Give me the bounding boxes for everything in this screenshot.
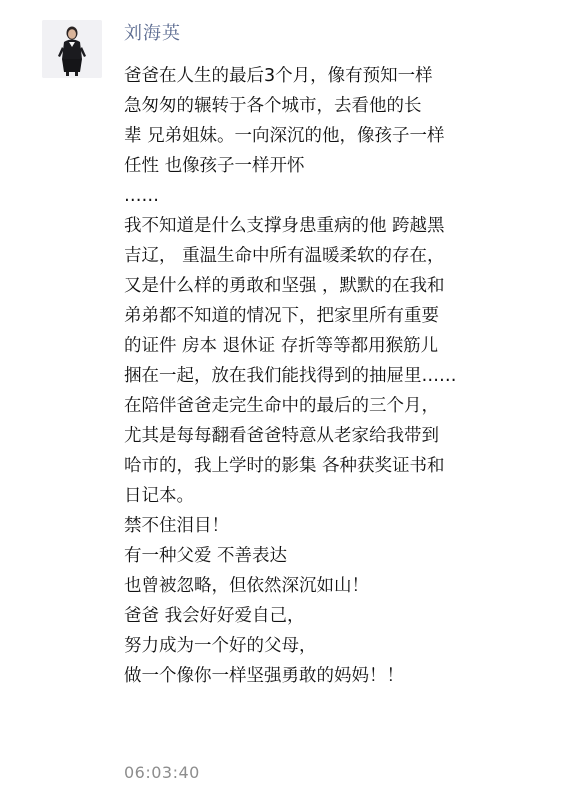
- content-line: 辈 兄弟姐妹。一向深沉的他，像孩子一样: [124, 126, 445, 146]
- content-line: 有一种父爱 不善表达: [124, 546, 288, 566]
- content-line: 捆在一起，放在我们能找得到的抽屉里……: [124, 366, 457, 386]
- content-line: 爸爸在人生的最后3个月，像有预知一样: [124, 66, 433, 86]
- content-line: 禁不住泪目！: [124, 516, 229, 536]
- content-line: 弟弟都不知道的情况下，把家里所有重要: [124, 306, 439, 326]
- content-line: 吉辽， 重温生命中所有温暖柔软的存在，: [124, 246, 445, 266]
- content-line: 在陪伴爸爸走完生命中的最后的三个月，: [124, 396, 439, 416]
- content-line: 哈市的，我上学时的影集 各种获奖证书和: [124, 456, 445, 476]
- post-timestamp: 06:03:40: [124, 763, 200, 782]
- content-line: 又是什么样的勇敢和坚强 ，默默的在我和: [124, 276, 445, 296]
- content-line: 努力成为一个好的父母，: [124, 636, 317, 656]
- profile-photo-icon: [42, 20, 102, 78]
- content-line: 任性 也像孩子一样开怀: [124, 156, 305, 176]
- content-line: 尤其是每每翻看爸爸特意从老家给我带到: [124, 426, 439, 446]
- content-line: 日记本。: [124, 486, 194, 506]
- content-line: 急匆匆的辗转于各个城市，去看他的长: [124, 96, 422, 116]
- content-line: 做一个像你一样坚强勇敢的妈妈！！: [124, 666, 404, 686]
- post-content: [124, 61, 564, 691]
- author-name[interactable]: 刘海英: [124, 23, 181, 44]
- content-line: 也曾被忽略，但依然深沉如山！: [124, 576, 369, 596]
- content-line: ……: [124, 186, 159, 206]
- content-line: 爸爸 我会好好爱自己，: [124, 606, 305, 626]
- content-line: 的证件 房本 退休证 存折等等都用猴筋儿: [124, 336, 439, 356]
- content-line: 我不知道是什么支撑身患重病的他 跨越黑: [124, 216, 445, 236]
- avatar[interactable]: [42, 20, 102, 78]
